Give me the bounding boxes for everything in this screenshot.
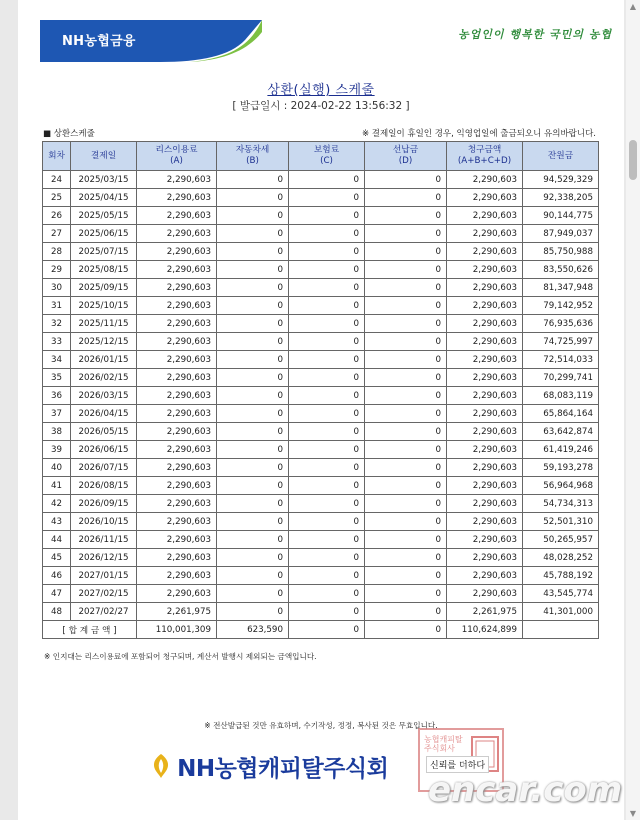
header-car-tax: 자동차세 (B) bbox=[217, 142, 289, 171]
table-cell: 54,734,313 bbox=[523, 495, 599, 513]
table-cell: 47 bbox=[43, 585, 71, 603]
table-cell: 0 bbox=[365, 297, 447, 315]
table-cell: 2,290,603 bbox=[137, 531, 217, 549]
table-cell: 2,290,603 bbox=[137, 441, 217, 459]
validity-note: ※ 전산발급된 것만 유효하며, 수기작성, 정정, 복사된 것은 무효입니다. bbox=[204, 721, 438, 730]
table-cell: 0 bbox=[365, 423, 447, 441]
table-cell: 85,750,988 bbox=[523, 243, 599, 261]
table-cell: 0 bbox=[217, 225, 289, 243]
table-cell: 48,028,252 bbox=[523, 549, 599, 567]
logo-text: NH농협금융 bbox=[62, 34, 136, 49]
table-cell: 0 bbox=[217, 207, 289, 225]
table-cell: 0 bbox=[365, 315, 447, 333]
table-cell: 2,290,603 bbox=[137, 243, 217, 261]
section-label: ■ 상환스케줄 bbox=[43, 129, 95, 139]
table-row bbox=[43, 297, 599, 315]
table-cell: 0 bbox=[365, 225, 447, 243]
table-cell: 0 bbox=[217, 495, 289, 513]
table-cell: 2,290,603 bbox=[137, 315, 217, 333]
table-cell: 48 bbox=[43, 603, 71, 621]
table-cell: 2,290,603 bbox=[137, 225, 217, 243]
table-cell: 2,290,603 bbox=[447, 297, 523, 315]
table-cell: 2026/08/15 bbox=[71, 477, 137, 495]
table-row bbox=[43, 495, 599, 513]
table-cell: 0 bbox=[217, 603, 289, 621]
table-cell: 2,290,603 bbox=[137, 423, 217, 441]
table-cell: 2,290,603 bbox=[447, 351, 523, 369]
table-row bbox=[43, 351, 599, 369]
table-cell: 44 bbox=[43, 531, 71, 549]
table-cell: 39 bbox=[43, 441, 71, 459]
table-cell: 2,290,603 bbox=[137, 351, 217, 369]
table-row bbox=[43, 333, 599, 351]
table-cell: 0 bbox=[365, 243, 447, 261]
table-row bbox=[43, 369, 599, 387]
table-cell: 2025/03/15 bbox=[71, 171, 137, 189]
table-cell: 2,290,603 bbox=[137, 567, 217, 585]
table-cell: 0 bbox=[289, 585, 365, 603]
table-cell: 0 bbox=[289, 387, 365, 405]
table-cell: 34 bbox=[43, 351, 71, 369]
table-cell: 0 bbox=[217, 171, 289, 189]
table-cell: 70,299,741 bbox=[523, 369, 599, 387]
table-cell: 81,347,948 bbox=[523, 279, 599, 297]
table-cell: 0 bbox=[289, 441, 365, 459]
table-cell: 79,142,952 bbox=[523, 297, 599, 315]
table-cell: 40 bbox=[43, 459, 71, 477]
table-cell: 32 bbox=[43, 315, 71, 333]
table-cell: 0 bbox=[289, 189, 365, 207]
table-cell: 30 bbox=[43, 279, 71, 297]
table-cell: 2,290,603 bbox=[447, 495, 523, 513]
table-cell: 0 bbox=[289, 405, 365, 423]
table-row bbox=[43, 477, 599, 495]
table-row bbox=[43, 513, 599, 531]
table-cell: 50,265,957 bbox=[523, 531, 599, 549]
table-cell: 0 bbox=[365, 531, 447, 549]
company-signature bbox=[150, 750, 388, 780]
table-cell: 43 bbox=[43, 513, 71, 531]
scroll-down-icon[interactable]: ▼ bbox=[629, 809, 637, 818]
total-lease-fee: 110,001,309 bbox=[137, 621, 217, 639]
table-cell: 2,290,603 bbox=[137, 585, 217, 603]
table-row bbox=[43, 225, 599, 243]
table-cell: 38 bbox=[43, 423, 71, 441]
total-balance bbox=[523, 621, 599, 639]
table-cell: 0 bbox=[217, 441, 289, 459]
table-cell: 2027/01/15 bbox=[71, 567, 137, 585]
table-row bbox=[43, 315, 599, 333]
table-cell: 92,338,205 bbox=[523, 189, 599, 207]
table-cell: 2,290,603 bbox=[447, 459, 523, 477]
table-cell: 0 bbox=[365, 405, 447, 423]
table-cell: 0 bbox=[289, 243, 365, 261]
table-cell: 2026/03/15 bbox=[71, 387, 137, 405]
slogan: 농업인이 행복한 국민의 농협 bbox=[458, 28, 612, 41]
table-cell: 2,290,603 bbox=[137, 297, 217, 315]
table-cell: 2,290,603 bbox=[137, 333, 217, 351]
company-name: NH농협캐피탈주식회 bbox=[177, 756, 389, 782]
header-date: 결제일 bbox=[71, 142, 137, 171]
table-cell: 0 bbox=[289, 423, 365, 441]
table-cell: 0 bbox=[365, 603, 447, 621]
table-cell: 2,290,603 bbox=[447, 189, 523, 207]
table-cell: 52,501,310 bbox=[523, 513, 599, 531]
table-cell: 2,290,603 bbox=[137, 261, 217, 279]
table-cell: 0 bbox=[217, 351, 289, 369]
table-cell: 0 bbox=[289, 261, 365, 279]
table-row bbox=[43, 585, 599, 603]
table-cell: 0 bbox=[289, 369, 365, 387]
table-cell: 0 bbox=[365, 189, 447, 207]
table-cell: 0 bbox=[217, 189, 289, 207]
table-cell: 0 bbox=[365, 441, 447, 459]
total-label: [ 합 계 금 액 ] bbox=[43, 621, 137, 639]
table-cell: 65,864,164 bbox=[523, 405, 599, 423]
table-cell: 0 bbox=[289, 225, 365, 243]
table-cell: 2,290,603 bbox=[447, 567, 523, 585]
table-cell: 2,290,603 bbox=[137, 513, 217, 531]
table-cell: 2026/06/15 bbox=[71, 441, 137, 459]
table-cell: 0 bbox=[365, 333, 447, 351]
table-cell: 0 bbox=[289, 333, 365, 351]
table-cell: 0 bbox=[365, 567, 447, 585]
table-cell: 2,290,603 bbox=[137, 189, 217, 207]
vertical-scrollbar[interactable] bbox=[626, 0, 640, 820]
table-cell: 0 bbox=[289, 279, 365, 297]
table-cell: 0 bbox=[217, 459, 289, 477]
table-cell: 2026/12/15 bbox=[71, 549, 137, 567]
table-cell: 56,964,968 bbox=[523, 477, 599, 495]
table-cell: 2025/06/15 bbox=[71, 225, 137, 243]
table-cell: 0 bbox=[365, 459, 447, 477]
table-cell: 74,725,997 bbox=[523, 333, 599, 351]
table-cell: 76,935,636 bbox=[523, 315, 599, 333]
table-cell: 0 bbox=[217, 513, 289, 531]
table-cell: 0 bbox=[289, 477, 365, 495]
table-cell: 36 bbox=[43, 387, 71, 405]
table-cell: 2,290,603 bbox=[447, 243, 523, 261]
header-balance: 잔원금 bbox=[523, 142, 599, 171]
total-prepaid: 0 bbox=[365, 621, 447, 639]
table-header-row bbox=[43, 142, 599, 171]
header-round: 회차 bbox=[43, 142, 71, 171]
table-cell: 0 bbox=[217, 531, 289, 549]
table-cell: 46 bbox=[43, 567, 71, 585]
table-cell: 2,290,603 bbox=[137, 387, 217, 405]
table-cell: 0 bbox=[217, 387, 289, 405]
table-cell: 0 bbox=[217, 279, 289, 297]
table-row bbox=[43, 441, 599, 459]
table-cell: 2,290,603 bbox=[447, 585, 523, 603]
table-cell: 2025/10/15 bbox=[71, 297, 137, 315]
table-cell: 2026/04/15 bbox=[71, 405, 137, 423]
table-cell: 45 bbox=[43, 549, 71, 567]
table-cell: 2,261,975 bbox=[137, 603, 217, 621]
table-cell: 0 bbox=[217, 333, 289, 351]
table-cell: 0 bbox=[289, 603, 365, 621]
table-row bbox=[43, 603, 599, 621]
table-cell: 0 bbox=[217, 243, 289, 261]
table-cell: 0 bbox=[365, 495, 447, 513]
total-row bbox=[43, 621, 599, 639]
table-cell: 0 bbox=[217, 423, 289, 441]
table-cell: 0 bbox=[289, 459, 365, 477]
table-cell: 0 bbox=[289, 549, 365, 567]
table-cell: 2025/09/15 bbox=[71, 279, 137, 297]
table-cell: 41,301,000 bbox=[523, 603, 599, 621]
table-row bbox=[43, 189, 599, 207]
table-cell: 41 bbox=[43, 477, 71, 495]
table-cell: 2025/07/15 bbox=[71, 243, 137, 261]
table-cell: 63,642,874 bbox=[523, 423, 599, 441]
table-cell: 0 bbox=[289, 531, 365, 549]
table-row bbox=[43, 459, 599, 477]
header-insurance: 보험료 (C) bbox=[289, 142, 365, 171]
table-cell: 2026/09/15 bbox=[71, 495, 137, 513]
table-cell: 26 bbox=[43, 207, 71, 225]
page-title: 상환(실행) 스케줄 bbox=[267, 83, 375, 98]
document-page bbox=[18, 0, 624, 820]
table-cell: 0 bbox=[365, 585, 447, 603]
table-cell: 0 bbox=[365, 369, 447, 387]
table-row bbox=[43, 531, 599, 549]
table-cell: 0 bbox=[365, 261, 447, 279]
table-cell: 0 bbox=[289, 207, 365, 225]
table-cell: 2,290,603 bbox=[447, 279, 523, 297]
table-cell: 2,290,603 bbox=[137, 477, 217, 495]
total-billed: 110,624,899 bbox=[447, 621, 523, 639]
schedule-table bbox=[42, 141, 599, 639]
table-row bbox=[43, 171, 599, 189]
table-cell: 43,545,774 bbox=[523, 585, 599, 603]
table-cell: 2,290,603 bbox=[137, 549, 217, 567]
table-cell: 2,290,603 bbox=[447, 423, 523, 441]
nh-emblem-icon bbox=[150, 753, 172, 779]
table-cell: 37 bbox=[43, 405, 71, 423]
table-row bbox=[43, 567, 599, 585]
table-cell: 2025/05/15 bbox=[71, 207, 137, 225]
table-row bbox=[43, 207, 599, 225]
table-cell: 2,290,603 bbox=[447, 171, 523, 189]
table-cell: 61,419,246 bbox=[523, 441, 599, 459]
total-insurance: 0 bbox=[289, 621, 365, 639]
company-seal: 농협캐피탈 주식회사 bbox=[418, 728, 504, 792]
table-cell: 68,083,119 bbox=[523, 387, 599, 405]
issue-datetime: [ 발급일시 : 2024-02-22 13:56:32 ] bbox=[232, 100, 410, 112]
table-cell: 0 bbox=[365, 513, 447, 531]
table-cell: 2,290,603 bbox=[447, 369, 523, 387]
table-cell: 0 bbox=[289, 297, 365, 315]
table-row bbox=[43, 405, 599, 423]
table-cell: 0 bbox=[217, 261, 289, 279]
encar-watermark: encar.com bbox=[428, 770, 623, 810]
table-cell: 2026/07/15 bbox=[71, 459, 137, 477]
table-cell: 0 bbox=[365, 477, 447, 495]
table-cell: 94,529,329 bbox=[523, 171, 599, 189]
table-cell: 0 bbox=[365, 279, 447, 297]
table-cell: 2,261,975 bbox=[447, 603, 523, 621]
table-cell: 2,290,603 bbox=[137, 495, 217, 513]
table-cell: 0 bbox=[217, 297, 289, 315]
stamp-duty-note: ※ 인지대는 리스이용료에 포함되어 청구되며, 계산서 발행시 제외되는 금액입니다. bbox=[44, 652, 317, 661]
table-cell: 2026/01/15 bbox=[71, 351, 137, 369]
table-cell: 72,514,033 bbox=[523, 351, 599, 369]
table-cell: 24 bbox=[43, 171, 71, 189]
table-cell: 2,290,603 bbox=[447, 549, 523, 567]
table-row bbox=[43, 261, 599, 279]
table-cell: 2,290,603 bbox=[137, 171, 217, 189]
table-cell: 0 bbox=[365, 351, 447, 369]
table-cell: 35 bbox=[43, 369, 71, 387]
table-cell: 2,290,603 bbox=[447, 513, 523, 531]
table-cell: 29 bbox=[43, 261, 71, 279]
table-cell: 2,290,603 bbox=[137, 459, 217, 477]
section-note: ※ 결제일이 휴일인 경우, 익영업일에 출금되오니 유의바랍니다. bbox=[361, 129, 596, 139]
table-cell: 59,193,278 bbox=[523, 459, 599, 477]
table-cell: 0 bbox=[289, 171, 365, 189]
table-cell: 0 bbox=[289, 567, 365, 585]
table-cell: 90,144,775 bbox=[523, 207, 599, 225]
table-cell: 42 bbox=[43, 495, 71, 513]
table-cell: 2,290,603 bbox=[447, 405, 523, 423]
table-cell: 2,290,603 bbox=[447, 477, 523, 495]
table-cell: 2,290,603 bbox=[447, 261, 523, 279]
table-cell: 0 bbox=[289, 513, 365, 531]
table-row bbox=[43, 549, 599, 567]
table-row bbox=[43, 243, 599, 261]
table-cell: 27 bbox=[43, 225, 71, 243]
table-row bbox=[43, 423, 599, 441]
table-cell: 2,290,603 bbox=[447, 315, 523, 333]
table-cell: 0 bbox=[289, 495, 365, 513]
table-cell: 2,290,603 bbox=[447, 333, 523, 351]
table-cell: 0 bbox=[365, 171, 447, 189]
table-cell: 0 bbox=[365, 549, 447, 567]
total-car-tax: 623,590 bbox=[217, 621, 289, 639]
table-cell: 0 bbox=[217, 405, 289, 423]
table-cell: 2,290,603 bbox=[447, 441, 523, 459]
table-cell: 25 bbox=[43, 189, 71, 207]
table-cell: 2026/02/15 bbox=[71, 369, 137, 387]
table-cell: 2,290,603 bbox=[137, 207, 217, 225]
table-row bbox=[43, 387, 599, 405]
table-cell: 2026/10/15 bbox=[71, 513, 137, 531]
table-cell: 0 bbox=[217, 549, 289, 567]
table-cell: 2025/08/15 bbox=[71, 261, 137, 279]
table-cell: 2,290,603 bbox=[447, 387, 523, 405]
table-cell: 33 bbox=[43, 333, 71, 351]
table-cell: 2,290,603 bbox=[447, 225, 523, 243]
scrollbar-thumb[interactable] bbox=[629, 140, 637, 180]
header-prepaid: 선납금 (D) bbox=[365, 142, 447, 171]
table-cell: 31 bbox=[43, 297, 71, 315]
table-cell: 87,949,037 bbox=[523, 225, 599, 243]
table-cell: 0 bbox=[217, 567, 289, 585]
table-cell: 28 bbox=[43, 243, 71, 261]
table-cell: 2,290,603 bbox=[447, 531, 523, 549]
table-cell: 2026/05/15 bbox=[71, 423, 137, 441]
table-cell: 0 bbox=[217, 369, 289, 387]
header-lease-fee: 리스이용료 (A) bbox=[137, 142, 217, 171]
table-row bbox=[43, 279, 599, 297]
table-cell: 2027/02/27 bbox=[71, 603, 137, 621]
slogan-tooltip: 신뢰를 더하다 bbox=[426, 756, 489, 773]
table-cell: 83,550,626 bbox=[523, 261, 599, 279]
table-cell: 2025/04/15 bbox=[71, 189, 137, 207]
header-billed: 청구금액 (A+B+C+D) bbox=[447, 142, 523, 171]
table-cell: 2,290,603 bbox=[137, 279, 217, 297]
table-cell: 2,290,603 bbox=[137, 369, 217, 387]
table-cell: 0 bbox=[217, 585, 289, 603]
table-cell: 2,290,603 bbox=[137, 405, 217, 423]
table-cell: 0 bbox=[365, 387, 447, 405]
table-cell: 0 bbox=[289, 315, 365, 333]
table-cell: 2025/11/15 bbox=[71, 315, 137, 333]
scroll-up-icon[interactable]: ▲ bbox=[629, 2, 637, 11]
table-cell: 0 bbox=[365, 207, 447, 225]
table-cell: 0 bbox=[217, 315, 289, 333]
table-cell: 2,290,603 bbox=[447, 207, 523, 225]
table-cell: 2025/12/15 bbox=[71, 333, 137, 351]
table-cell: 2026/11/15 bbox=[71, 531, 137, 549]
table-cell: 2027/02/15 bbox=[71, 585, 137, 603]
table-cell: 0 bbox=[289, 351, 365, 369]
table-cell: 0 bbox=[217, 477, 289, 495]
table-cell: 45,788,192 bbox=[523, 567, 599, 585]
